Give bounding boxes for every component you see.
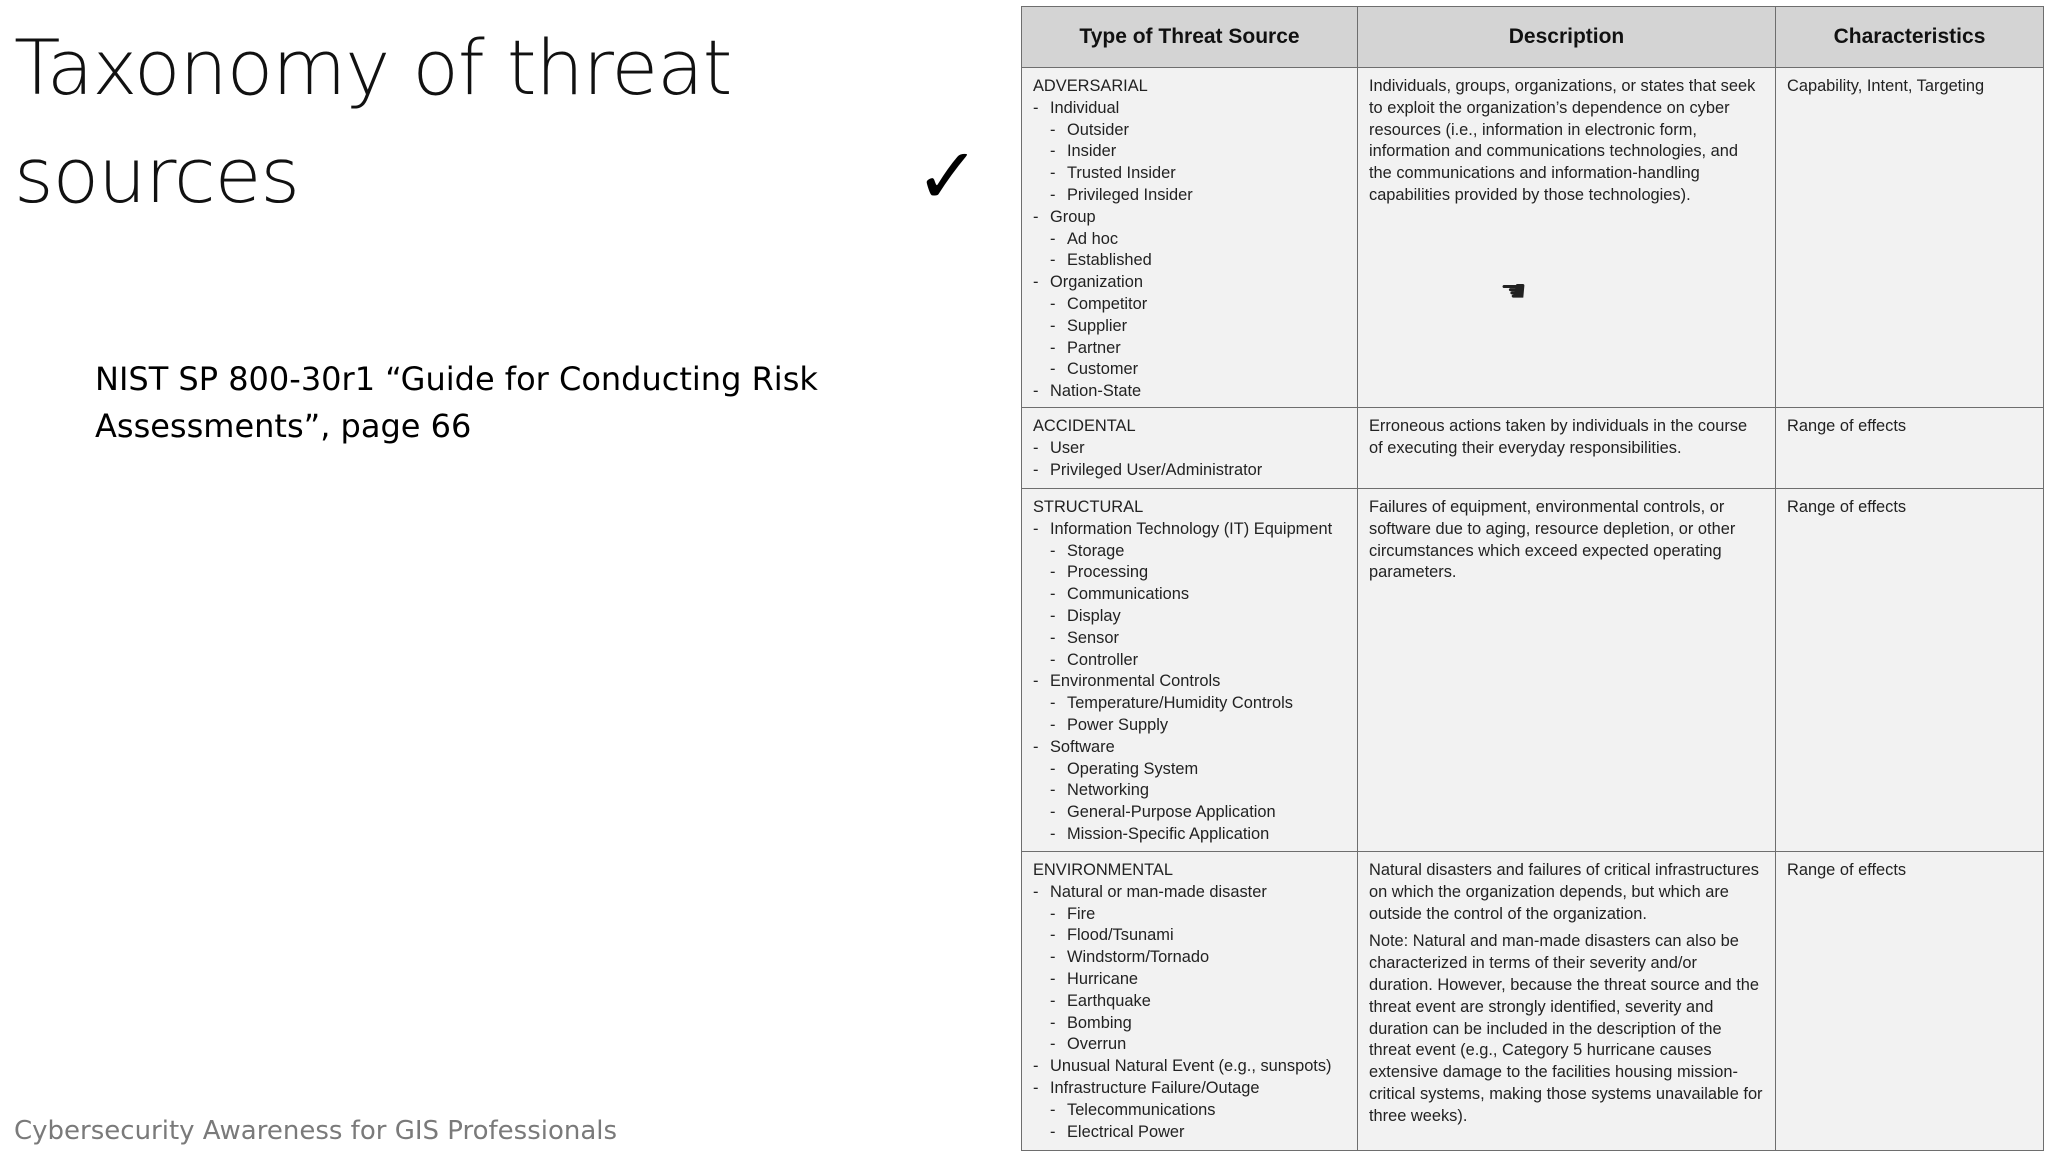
header-description: Description <box>1358 7 1776 68</box>
threat-subtype-child-item: - Electrical Power <box>1033 1122 1347 1144</box>
threat-subtype-child-item: - Customer <box>1033 359 1347 381</box>
header-characteristics: Characteristics <box>1776 7 2044 68</box>
threat-subtype-child-item: - Telecommunications <box>1033 1100 1347 1122</box>
description-paragraph: Erroneous actions taken by individuals in the course of executing their everyday responsibilities. <box>1369 417 1748 457</box>
characteristics-cell: Range of effects <box>1776 489 2044 852</box>
threat-subtype-item: - Nation-State <box>1033 381 1347 403</box>
threat-subtype-item: - Software <box>1033 737 1347 759</box>
threat-subtype-item: - Infrastructure Failure/Outage <box>1033 1078 1347 1100</box>
threat-subtype-child-item: - Power Supply <box>1033 715 1347 737</box>
description-paragraph: Failures of equipment, environmental controls, or software due to aging, resource depletion, or other circumstances which exceed expected operating parameters. <box>1369 498 1736 582</box>
slide-title: Taxonomy of threat sources <box>14 23 732 220</box>
citation-text: NIST SP 800-30r1 “Guide for Conducting Risk Assessments”, page 66 <box>95 360 818 445</box>
threat-category-label: ADVERSARIAL <box>1033 77 1148 95</box>
checkmark-icon: ✓ <box>915 132 981 222</box>
threat-subtype-child-item: - General-Purpose Application <box>1033 802 1347 824</box>
description-cell <box>1358 852 1776 1151</box>
threat-subtype-item: - Privileged User/Administrator <box>1033 460 1347 482</box>
threat-subtype-child-item: - Partner <box>1033 338 1347 360</box>
threat-subtype-child-item: - Supplier <box>1033 316 1347 338</box>
threat-subtype-item: - Information Technology (IT) Equipment <box>1033 519 1347 541</box>
threat-subtype-child-item: - Insider <box>1033 141 1347 163</box>
hand-cursor-icon: ☚ <box>1500 274 1527 309</box>
threat-subtype-item: - Individual <box>1033 98 1347 120</box>
threat-subtype-child-item: - Earthquake <box>1033 991 1347 1013</box>
characteristics-cell: Range of effects <box>1776 852 2044 1151</box>
threat-source-type-cell <box>1022 68 1358 408</box>
threat-subtype-child-item: - Windstorm/Tornado <box>1033 947 1347 969</box>
description-cell <box>1358 408 1776 489</box>
threat-subtype-child-item: - Networking <box>1033 780 1347 802</box>
description-cell <box>1358 489 1776 852</box>
description-cell <box>1358 68 1776 408</box>
threat-subtype-child-item: - Ad hoc <box>1033 229 1347 251</box>
threat-subtype-child-item: - Fire <box>1033 904 1347 926</box>
threat-subtype-child-item: - Communications <box>1033 584 1347 606</box>
threat-subtype-child-item: - Controller <box>1033 650 1347 672</box>
threat-subtype-item: - Unusual Natural Event (e.g., sunspots) <box>1033 1056 1347 1078</box>
threat-subtype-child-item: - Display <box>1033 606 1347 628</box>
description-paragraph: Individuals, groups, organizations, or states that seek to exploit the organization’s dependence on cyber resources (i.e., information in electronic form, information and communications technologies, and the communications and information-handling capabilities provided by those technologies). <box>1369 77 1756 204</box>
threat-subtype-item: - Organization <box>1033 272 1347 294</box>
threat-category-label: ACCIDENTAL <box>1033 417 1136 435</box>
table-row <box>1022 68 2044 408</box>
threat-subtype-child-item: - Established <box>1033 250 1347 272</box>
threat-source-type-cell <box>1022 852 1358 1151</box>
threat-subtype-child-item: - Flood/Tsunami <box>1033 925 1347 947</box>
header-type: Type of Threat Source <box>1022 7 1358 68</box>
threat-subtype-child-item: - Bombing <box>1033 1013 1347 1035</box>
threat-subtype-child-item: - Operating System <box>1033 759 1347 781</box>
threat-source-table <box>1021 6 2044 1151</box>
description-paragraph: Note: Natural and man-made disasters can also be characterized in terms of their severity and/or duration. However, because the threat source and the threat event are strongly identified, severity and duration can be included in the description of the threat event (e.g., Category 5 hurricane causes extensive damage to the facilities housing mission-critical systems, making those systems unavailable for three weeks). <box>1369 932 1763 1125</box>
threat-category-label: ENVIRONMENTAL <box>1033 861 1173 879</box>
threat-subtype-child-item: - Competitor <box>1033 294 1347 316</box>
threat-subtype-item: - Group <box>1033 207 1347 229</box>
table-header-row <box>1022 7 2044 68</box>
threat-subtype-item: - Natural or man-made disaster <box>1033 882 1347 904</box>
threat-subtype-child-item: - Mission-Specific Application <box>1033 824 1347 846</box>
threat-subtype-child-item: - Sensor <box>1033 628 1347 650</box>
threat-subtype-child-item: - Privileged Insider <box>1033 185 1347 207</box>
threat-category-label: STRUCTURAL <box>1033 498 1144 516</box>
table-row <box>1022 489 2044 852</box>
threat-subtype-child-item: - Processing <box>1033 562 1347 584</box>
table-row <box>1022 852 2044 1151</box>
table-row <box>1022 408 2044 489</box>
footer-text: Cybersecurity Awareness for GIS Professionals <box>14 1116 618 1146</box>
threat-source-type-cell <box>1022 408 1358 489</box>
threat-subtype-child-item: - Storage <box>1033 541 1347 563</box>
threat-subtype-child-item: - Outsider <box>1033 120 1347 142</box>
characteristics-cell: Range of effects <box>1776 408 2044 489</box>
threat-subtype-child-item: - Trusted Insider <box>1033 163 1347 185</box>
threat-subtype-item: - Environmental Controls <box>1033 671 1347 693</box>
threat-subtype-child-item: - Hurricane <box>1033 969 1347 991</box>
threat-subtype-item: - User <box>1033 438 1347 460</box>
characteristics-cell: Capability, Intent, Targeting <box>1776 68 2044 408</box>
description-paragraph: Natural disasters and failures of critical infrastructures on which the organization depends, but which are outside the control of the organization. <box>1369 861 1759 923</box>
threat-subtype-child-item: - Temperature/Humidity Controls <box>1033 693 1347 715</box>
threat-subtype-child-item: - Overrun <box>1033 1034 1347 1056</box>
threat-source-type-cell <box>1022 489 1358 852</box>
